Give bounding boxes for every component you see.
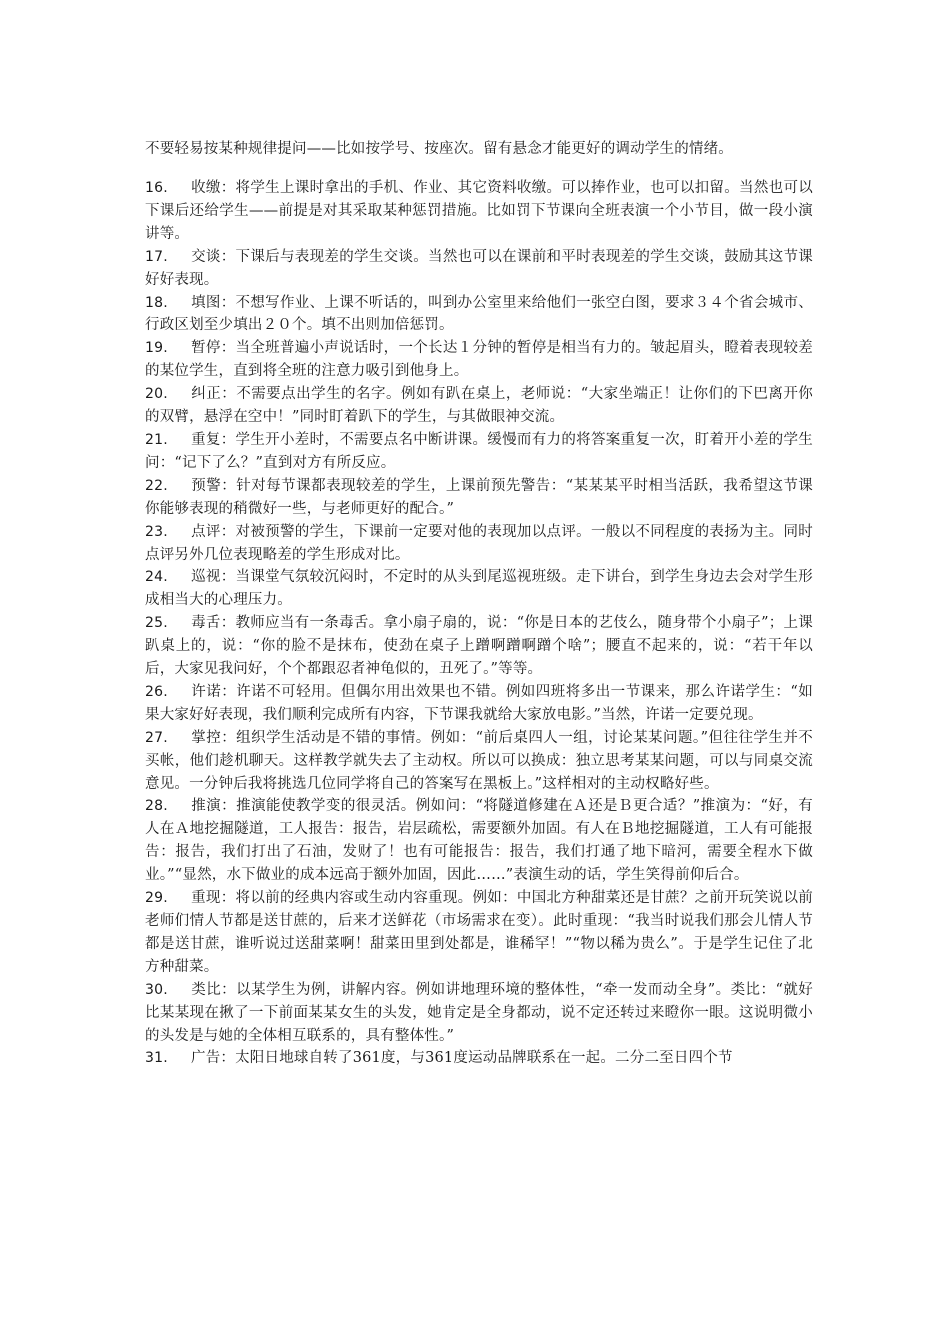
- list-item: [145, 795, 813, 887]
- list-item: [145, 292, 813, 338]
- item-text: 暂停：当全班普遍小声说话时，一个长达１分钟的暂停是相当有力的。皱起眉头，瞪着表现较差的某位学生，直到将全班的注意力吸引到他身上。: [145, 340, 813, 380]
- item-text: 类比：以某学生为例，讲解内容。例如讲地理环境的整体性，“牵一发而动全身”。类比：“就好比某某现在揪了一下前面某某女生的头发，她肯定是全身都动，说不定还转过来瞪你一眼。这说明微小的头发是与她的全体相互联系的，具有整体性。”: [145, 981, 813, 1044]
- item-number: 21.: [145, 431, 168, 448]
- item-text: 点评：对被预警的学生，下课前一定要对他的表现加以点评。一般以不同程度的表扬为主。同时点评另外几位表现略差的学生形成对比。: [145, 523, 813, 563]
- list-item: [145, 246, 813, 292]
- list-item: [145, 681, 813, 727]
- intro-paragraph: 不要轻易按某种规律提问——比如按学号、按座次。留有悬念才能更好的调动学生的情绪。: [145, 140, 733, 157]
- list-item: [145, 612, 813, 681]
- item-number: 27.: [145, 729, 168, 746]
- item-number: 18.: [145, 294, 168, 311]
- item-text: 纠正：不需要点出学生的名字。例如有趴在桌上，老师说：“大家坐端正！让你们的下巴离开你的双臂，悬浮在空中！”同时盯着趴下的学生，与其做眼神交流。: [145, 386, 813, 426]
- list-item: [145, 727, 813, 796]
- item-text: 广告：太阳日地球自转了361度，与361度运动品牌联系在一起。二分二至日四个节: [191, 1050, 733, 1067]
- numbered-list: [145, 177, 813, 1070]
- item-number: 22.: [145, 477, 168, 494]
- item-number: 30.: [145, 981, 168, 998]
- item-text: 推演：推演能使教学变的很灵活。例如问：“将隧道修建在Ａ还是Ｂ更合适？”推演为：“好，有人在Ａ地挖掘隧道，工人报告：报告，岩层疏松，需要额外加固。有人在Ｂ地挖掘隧道，工人有可能报告：报告，我们打出了石油，发财了！也有可能报告：报告，我们打通了地下暗河，需要全程水下做业。”“显然，水下做业的成本远高于额外加固，因此……”表演生动的话，学生笑得前仰后合。: [145, 798, 813, 884]
- item-text: 重现：将以前的经典内容或生动内容重现。例如：中国北方种甜菜还是甘蔗？之前开玩笑说以前老师们情人节都是送甘蔗的，后来才送鲜花（市场需求在变）。此时重现：“我当时说我们那会儿情人节都是送甘蔗，谁听说过送甜菜啊！甜菜田里到处都是，谁稀罕！”“物以稀为贵么”。于是学生记住了北方种甜菜。: [145, 890, 813, 975]
- item-number: 23.: [145, 523, 168, 540]
- item-number: 29.: [145, 890, 168, 907]
- item-number: 31.: [145, 1050, 168, 1067]
- item-text: 预警：针对每节课都表现较差的学生，上课前预先警告：“某某某平时相当活跃，我希望这节课你能够表现的稍微好一些，与老师更好的配合。”: [145, 477, 813, 517]
- item-text: 掌控：组织学生活动是不错的事情。例如：“前后桌四人一组，讨论某某问题。”但往往学生并不买帐，他们趁机聊天。这样教学就失去了主动权。所以可以换成：独立思考某某问题，可以与同桌交流意见。一分钟后我将挑选几位同学将自己的答案写在黑板上。”这样相对的主动权略好些。: [145, 729, 813, 792]
- list-item: [145, 475, 813, 521]
- item-number: 25.: [145, 615, 168, 632]
- item-number: 17.: [145, 248, 168, 265]
- item-number: 26.: [145, 683, 168, 700]
- item-text: 重复：学生开小差时，不需要点名中断讲课。缓慢而有力的将答案重复一次，盯着开小差的学生问：“记下了么？”直到对方有所反应。: [145, 431, 813, 471]
- list-item: [145, 429, 813, 475]
- list-item: [145, 337, 813, 383]
- item-number: 19.: [145, 340, 168, 357]
- list-item: [145, 887, 813, 979]
- item-text: 交谈：下课后与表现差的学生交谈。当然也可以在课前和平时表现差的学生交谈，鼓励其这节课好好表现。: [145, 248, 813, 288]
- item-text: 收缴：将学生上课时拿出的手机、作业、其它资料收缴。可以捧作业，也可以扣留。当然也可以下课后还给学生——前提是对其采取某种惩罚措施。比如罚下节课向全班表演一个小节目，做一段小演讲等。: [145, 180, 813, 242]
- item-text: 毒舌：教师应当有一条毒舌。拿小扇子扇的，说：“你是日本的艺伎么，随身带个小扇子”；上课趴桌上的，说：“你的脸不是抹布，使劲在桌子上蹭啊蹭啊蹭个啥”；腰直不起来的，说：“若干年以后，大家见我问好，个个都跟忍者神龟似的，丑死了。”等等。: [145, 615, 813, 678]
- list-item: [145, 979, 813, 1048]
- list-item: [145, 566, 813, 612]
- item-text: 填图：不想写作业、上课不听话的，叫到办公室里来给他们一张空白图，要求３４个省会城市、行政区划至少填出２０个。填不出则加倍惩罚。: [145, 294, 813, 334]
- item-number: 24.: [145, 569, 168, 586]
- list-item: [145, 177, 813, 246]
- list-item: [145, 521, 813, 567]
- item-number: 16.: [145, 180, 168, 196]
- item-number: 20.: [145, 386, 168, 403]
- list-item: [145, 1047, 813, 1070]
- item-text: 巡视：当课堂气氛较沉闷时，不定时的从头到尾巡视班级。走下讲台，到学生身边去会对学生形成相当大的心理压力。: [145, 569, 813, 609]
- item-text: 许诺：许诺不可轻用。但偶尔用出效果也不错。例如四班将多出一节课来，那么许诺学生：“如果大家好好表现，我们顺利完成所有内容，下节课我就给大家放电影。”当然，许诺一定要兑现。: [145, 683, 813, 723]
- item-number: 28.: [145, 798, 168, 815]
- list-item: [145, 383, 813, 429]
